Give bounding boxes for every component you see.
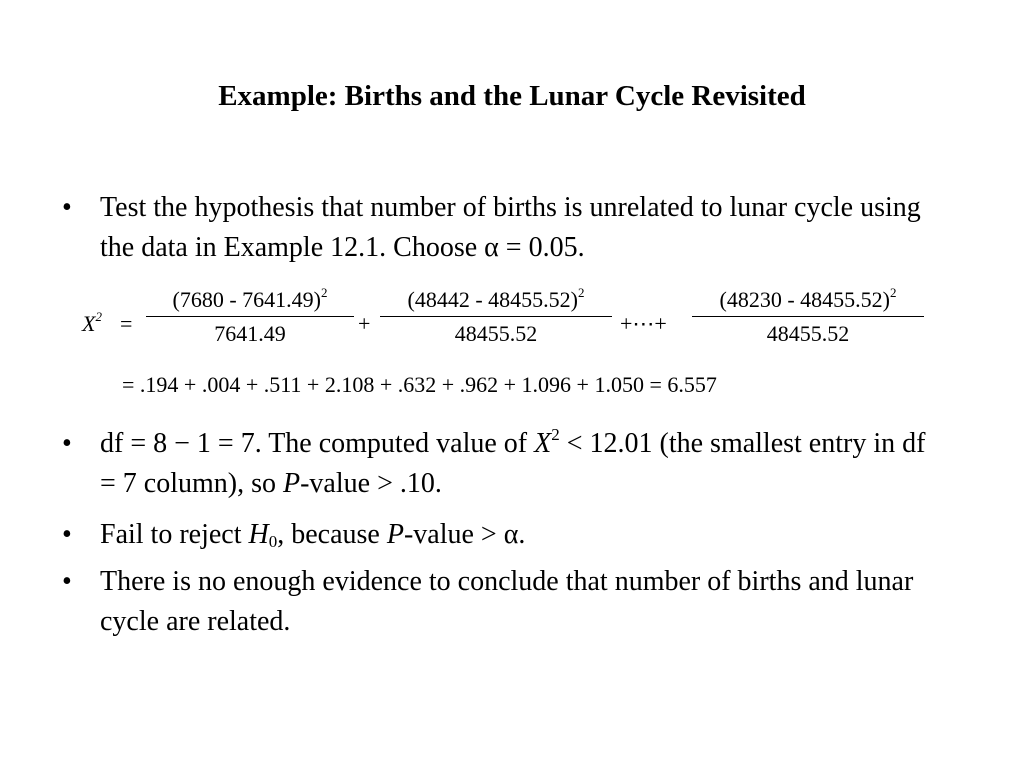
bullet-text bbox=[100, 424, 942, 504]
fraction-term-1 bbox=[146, 287, 354, 347]
numerator-exponent: 2 bbox=[889, 285, 897, 300]
text-segment: < 12.01 (the smallest entry in df = 7 column), so bbox=[100, 428, 926, 499]
bullet-dot: • bbox=[62, 428, 72, 459]
fraction-bar bbox=[146, 316, 354, 317]
numerator bbox=[692, 287, 924, 313]
numerator bbox=[146, 287, 354, 313]
lhs-var: X bbox=[82, 311, 96, 336]
ellipsis-sum: +⋯+ bbox=[620, 311, 667, 336]
bullet-conclusion bbox=[62, 515, 942, 555]
bullet-text: Test the hypothesis that number of births is unrelated to lunar cycle using the data in Example 12.1. Choose α = 0.05. bbox=[100, 192, 921, 263]
bullet-evidence bbox=[62, 562, 942, 642]
equals-sign: = bbox=[120, 311, 133, 336]
plus-sign: + bbox=[358, 311, 371, 336]
bullet-dot: • bbox=[62, 566, 72, 597]
text-segment: -value > .10. bbox=[300, 468, 442, 499]
text-segment: , because bbox=[277, 519, 387, 550]
subscript: 0 bbox=[268, 532, 278, 551]
numerator-text: (7680 - 7641.49) bbox=[172, 287, 321, 312]
fraction-bar bbox=[380, 316, 612, 317]
var-p: P bbox=[386, 519, 404, 550]
denominator: 7641.49 bbox=[214, 321, 286, 346]
numerator bbox=[380, 287, 612, 313]
equation-sum-line: = .194 + .004 + .511 + 2.108 + .632 + .962 + 1.096 + 1.050 = 6.557 bbox=[122, 372, 717, 397]
slide-title: Example: Births and the Lunar Cycle Revisited bbox=[218, 80, 806, 112]
denominator: 48455.52 bbox=[766, 321, 850, 346]
lhs-exponent: 2 bbox=[95, 309, 102, 324]
var-p: P bbox=[283, 468, 301, 499]
numerator-exponent: 2 bbox=[320, 285, 328, 300]
numerator-text: (48230 - 48455.52) bbox=[719, 287, 890, 312]
text-segment: -value > α. bbox=[403, 519, 526, 550]
bullet-text bbox=[100, 515, 942, 555]
denominator: 48455.52 bbox=[454, 321, 538, 346]
exponent: 2 bbox=[551, 425, 560, 444]
var-x: X bbox=[534, 428, 552, 459]
bullet-dot: • bbox=[62, 192, 72, 223]
bullet-text: There is no enough evidence to conclude that number of births and lunar cycle are related. bbox=[100, 566, 914, 637]
text-segment: df = 8 − 1 = 7. The computed value of bbox=[100, 428, 535, 459]
fraction-term-2 bbox=[380, 287, 612, 347]
fraction-bar bbox=[692, 316, 924, 317]
lhs-variable bbox=[82, 311, 102, 337]
var-h: H bbox=[248, 519, 269, 550]
numerator-text: (48442 - 48455.52) bbox=[407, 287, 578, 312]
text-segment: Fail to reject bbox=[100, 519, 249, 550]
bullet-df-result bbox=[62, 424, 942, 504]
numerator-exponent: 2 bbox=[577, 285, 585, 300]
fraction-term-3 bbox=[692, 287, 924, 347]
bullet-dot: • bbox=[62, 519, 72, 550]
